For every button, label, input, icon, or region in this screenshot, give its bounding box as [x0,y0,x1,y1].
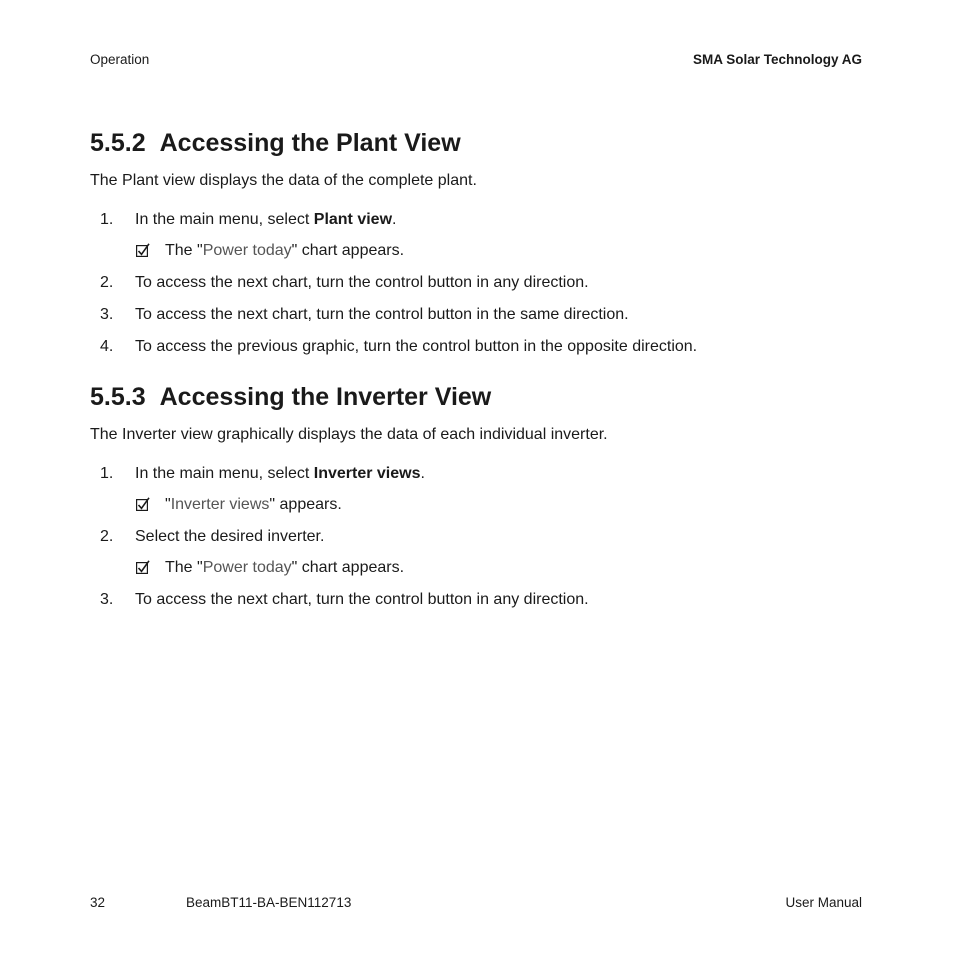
result-text-end: " chart appears. [291,242,405,259]
step-text: To access the next chart, turn the control button in any direction. [135,591,589,608]
step-text: To access the next chart, turn the control button in the same direction. [135,306,629,323]
step-result [90,558,870,578]
step-number: 1. [100,211,114,228]
step-list [90,464,870,610]
section-intro: The Plant view displays the data of the complete plant. [90,172,477,189]
step-list [90,210,870,357]
section-title: Accessing the Plant View [159,129,461,157]
footer-manual-type: User Manual [785,895,862,910]
step-text-end: . [420,465,425,482]
step-item [90,210,870,230]
step-number: 2. [100,274,114,291]
step-text: In the main menu, select [135,465,314,482]
step-text: In the main menu, select [135,211,314,228]
step-number: 1. [100,465,114,482]
section-inverter-view [90,378,870,610]
display-term: Power today [202,242,292,259]
step-result [90,495,870,515]
result-text: The " [165,559,203,576]
checkbox-checked-icon [136,560,150,574]
section-plant-view [90,124,870,357]
step-result [90,241,870,261]
step-number: 4. [100,338,114,355]
checkbox-checked-icon [136,243,150,257]
header-section-label: Operation [90,52,150,67]
header-company: SMA Solar Technology AG [692,52,862,67]
step-text: To access the next chart, turn the control button in any direction. [135,274,589,291]
display-term: Inverter views [170,496,270,513]
step-number: 3. [100,306,114,323]
step-text: To access the previous graphic, turn the control button in the opposite direction. [135,338,698,355]
result-text: The " [165,242,203,259]
step-text: Select the desired inverter. [135,528,325,545]
result-text-end: " appears. [269,496,342,513]
page-content [90,124,870,622]
section-heading [90,378,870,416]
step-item [90,273,870,293]
document-id: BeamBT11-BA-BEN112713 [186,895,352,910]
section-title: Accessing the Inverter View [159,383,492,411]
menu-item-name: Plant view [313,211,393,228]
section-number: 5.5.2 [90,129,146,157]
step-item [90,305,870,325]
section-heading [90,124,870,162]
step-item [90,590,870,610]
result-text-end: " chart appears. [291,559,405,576]
step-item [90,464,870,484]
checkbox-checked-icon [136,497,150,511]
page-number: 32 [90,895,106,910]
step-number: 3. [100,591,114,608]
step-item [90,527,870,547]
display-term: Power today [202,559,292,576]
step-item [90,337,870,357]
step-number: 2. [100,528,114,545]
section-intro: The Inverter view graphically displays the data of each individual inverter. [90,426,608,443]
result-text: " [165,496,171,513]
section-number: 5.5.3 [90,383,146,411]
step-text-end: . [392,211,397,228]
menu-item-name: Inverter views [313,465,421,482]
